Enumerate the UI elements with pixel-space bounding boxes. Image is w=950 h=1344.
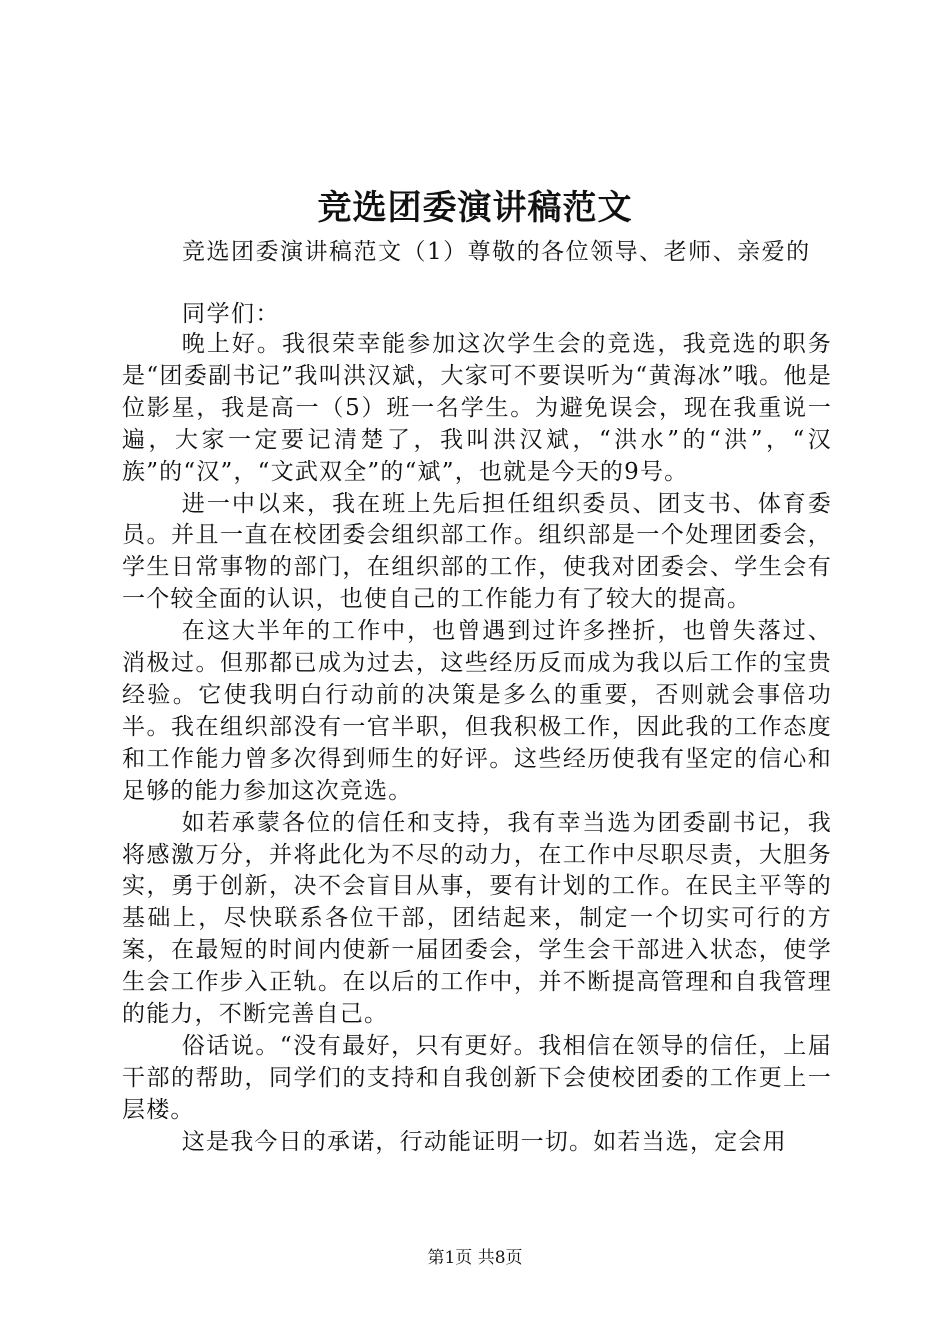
page-title: 竞选团委演讲稿范文 [317, 188, 633, 228]
salutation: 同学们： [182, 301, 280, 327]
paragraph: 如若承蒙各位的信任和支持，我有幸当选为团委副书记，我将感激万分，并将此化为不尽的动力，在工作中尽职尽责，大胆务实，勇于创新，决不会盲目从事，要有计划的工作。在民主平等的基础上，尽快联系各位干部，团结起来，制定一个切实可行的方案，在最短的时间内使新一届团委会，学生会干部进入状态，使学生会工作步入正轨。在以后的工作中，并不断提高管理和自我管理的能力，不断完善自己。 [122, 809, 832, 1028]
intro-line: 竞选团委演讲稿范文（1）尊敬的各位领导、老师、亲爱的 [182, 239, 811, 265]
paragraph: 晚上好。我很荣幸能参加这次学生会的竞选，我竞选的职务是“团委副书记”我叫洪汉斌，大家可不要误听为“黄海冰”哦。他是位影星，我是高一（5）班一名学生。为避免误会，现在我重说一遍，大家一定要记清楚了，我叫洪汉斌，“洪水”的“洪”，“汉族”的“汉”，“文武双全”的“斌”，也就是今天的9号。 [122, 331, 832, 485]
paragraph: 在这大半年的工作中，也曾遇到过许多挫折，也曾失落过、消极过。但那都已成为过去，这些经历反而成为我以后工作的宝贵经验。它使我明白行动前的决策是多么的重要，否则就会事倍功半。我在组织部没有一官半职，但我积极工作，因此我的工作态度和工作能力曾多次得到师生的好评。这些经历使我有坚定的信心和足够的能力参加这次竞选。 [122, 618, 832, 804]
paragraph: 这是我今日的承诺，行动能证明一切。如若当选，定会用 [181, 1128, 787, 1155]
body-text [122, 329, 832, 1159]
paragraph: 俗话说。“没有最好，只有更好。我相信在领导的信任，上届干部的帮助，同学们的支持和自我创新下会使校团委的工作更上一层楼。 [122, 1032, 832, 1123]
page-number-footer: 第1页 共8页 [427, 1248, 523, 1268]
paragraph: 进一中以来，我在班上先后担任组织委员、团支书、体育委员。并且一直在校团委会组织部工作。组织部是一个处理团委会，学生日常事物的部门，在组织部的工作，使我对团委会、学生会有一个较全面的认识，也使自己的工作能力有了较大的提高。 [122, 490, 832, 613]
